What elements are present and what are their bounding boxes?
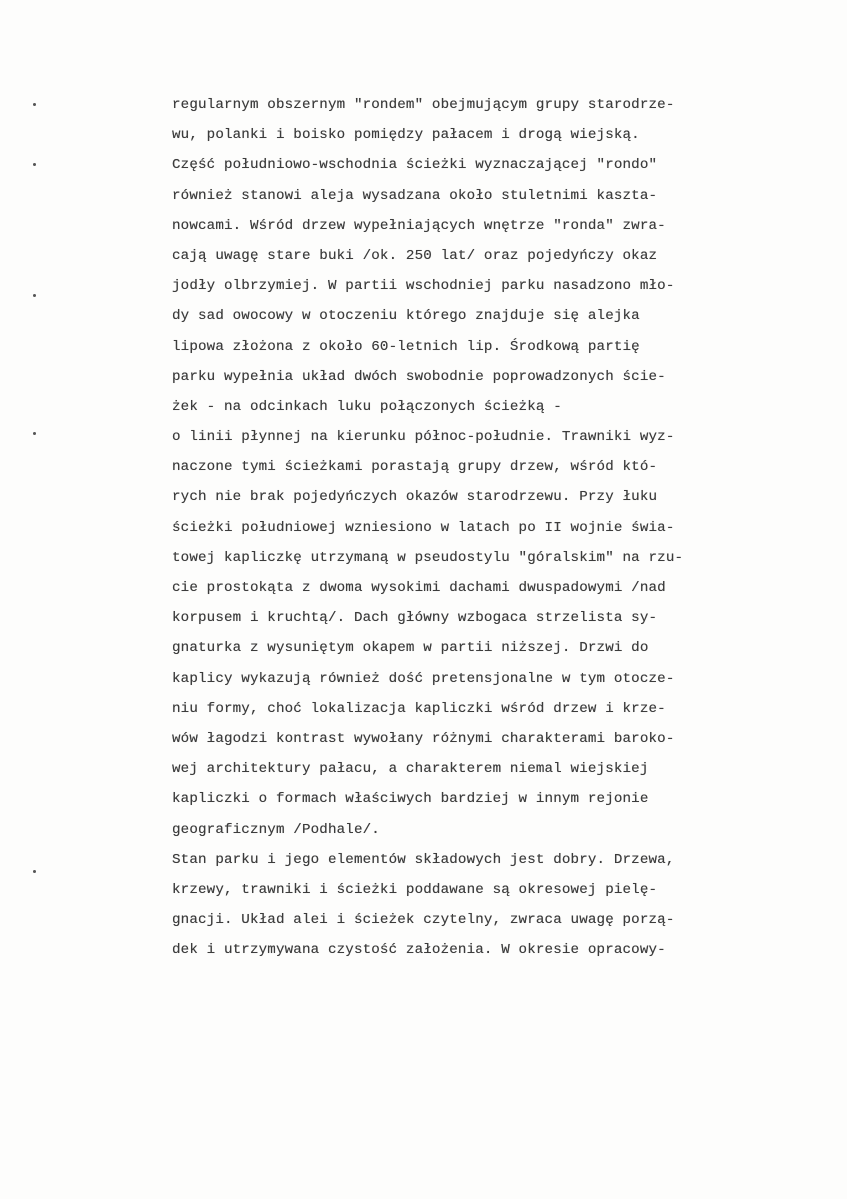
text-line: dy sad owocowy w otoczeniu którego znajduje się alejka: [172, 308, 640, 325]
text-line: Część południowo-wschodnia ścieżki wyznaczającej "rondo": [172, 157, 658, 174]
typewritten-text: [172, 90, 812, 965]
text-line: nowcami. Wśród drzew wypełniających wnętrze "ronda" zwra-: [172, 217, 666, 234]
text-line: niu formy, choć lokalizacja kapliczki wśród drzew i krze-: [172, 700, 666, 717]
text-line: kapliczki o formach właściwych bardziej w innym rejonie: [172, 791, 649, 808]
text-line: geograficznym /Podhale/.: [172, 821, 380, 838]
text-line: kaplicy wykazują również dość pretensjonalne w tym otocze-: [172, 670, 675, 687]
text-line: o linii płynnej na kierunku północ-południe. Trawniki wyz-: [172, 429, 675, 446]
text-line: również stanowi aleja wysadzana około stuletnimi kaszta-: [172, 187, 658, 204]
text-line: ścieżki południowej wzniesiono w latach po II wojnie świa-: [172, 519, 675, 536]
margin-mark: [33, 103, 36, 106]
margin-mark: [33, 294, 36, 297]
text-line: jodły olbrzymiej. W partii wschodniej parku nasadzono mło-: [172, 278, 675, 295]
text-line: regularnym obszernym "rondem" obejmującym grupy starodrze-: [172, 97, 675, 113]
text-line: dek i utrzymywana czystość założenia. W okresie opracowy-: [172, 942, 666, 959]
text-line: lipowa złożona z około 60-letnich lip. Środkową partię: [172, 338, 640, 355]
text-line: cają uwagę stare buki /ok. 250 lat/ oraz pojedyńczy okaz: [172, 247, 658, 264]
text-line: krzewy, trawniki i ścieżki poddawane są okresowej pielę-: [172, 881, 658, 898]
text-line: towej kapliczkę utrzymaną w pseudostylu "góralskim" na rzu-: [172, 549, 684, 566]
text-line: korpusem i kruchtą/. Dach główny wzbogaca strzelista sy-: [172, 610, 658, 627]
text-line: wu, polanki i boisko pomiędzy pałacem i drogą wiejską.: [172, 127, 640, 144]
text-line: gnaturka z wysuniętym okapem w partii niższej. Drzwi do: [172, 640, 649, 657]
text-line: rych nie brak pojedyńczych okazów starodrzewu. Przy łuku: [172, 489, 658, 506]
text-line: cie prostokąta z dwoma wysokimi dachami dwuspadowymi /nad: [172, 580, 666, 596]
text-line: gnacji. Układ alei i ścieżek czytelny, zwraca uwagę porzą-: [172, 912, 675, 929]
text-line: wów łagodzi kontrast wywołany różnymi charakterami baroko-: [172, 730, 675, 747]
margin-mark: [33, 163, 36, 166]
text-line: żek - na odcinkach luku połączonych ścieżką -: [172, 398, 562, 415]
margin-mark: [33, 870, 36, 873]
text-line: parku wypełnia układ dwóch swobodnie poprowadzonych ście-: [172, 368, 666, 385]
text-line: wej architektury pałacu, a charakterem niemal wiejskiej: [172, 761, 649, 778]
margin-mark: [33, 432, 36, 435]
text-line: naczone tymi ścieżkami porastają grupy drzew, wśród któ-: [172, 459, 658, 476]
text-line: Stan parku i jego elementów składowych jest dobry. Drzewa,: [172, 851, 675, 868]
